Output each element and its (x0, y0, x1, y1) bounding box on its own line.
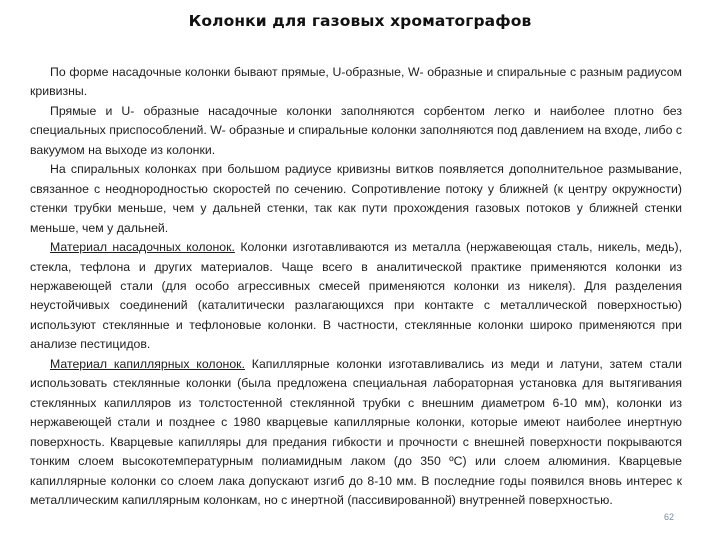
slide-title: Колонки для газовых хроматографов (188, 12, 532, 30)
paragraph-heading: Материал капиллярных колонок. (50, 356, 245, 371)
paragraph-column-shapes (30, 63, 682, 102)
page-number: 62 (664, 512, 675, 522)
body-text (30, 63, 682, 510)
paragraph-spiral-columns (30, 160, 682, 238)
paragraph-text: Колонки изготавливаются из металла (нержавеющая сталь, никель, медь), стекла, тефлона и других материалов. Чаще всего в аналитической практике применяются колонки из нержавеющей стали (для особо агрессивных смесей применяются колонки из никеля). Для разделения неустойчивых соединений (каталитически разлагающихся при контакте с металлической поверхностью) используют стеклянные и тефлоновые колонки. В частности, стеклянные колонки широко применяются при анализе пестицидов. (30, 240, 682, 352)
paragraph-capillary-material (30, 355, 682, 511)
paragraph-text: Капиллярные колонки изготавливались из меди и латуни, затем стали использовать стеклянные колонки (была предложена специальная лабораторная установка для вытягивания стеклянных капилляров из толстостенной стеклянной трубки с внешним диаметром 6-10 мм), колонки из нержавеющей стали и позднее с 1980 кварцевые капиллярные колонки, которые имеют наиболее инертную поверхность. Кварцевые капилляры для предания гибкости и прочности с внешней поверхности покрываются тонким слоем высокотемпературным полиамидным лаком (до 350 ºС) или слоем алюминия. Кварцевые капиллярные колонки со слоем лака допускают изгиб до 8-10 мм. В последние годы появился вновь интерес к металлическим капиллярным колонкам, но с инертной (пассивированной) внутренней поверхностью. (30, 356, 682, 507)
paragraph-text: По форме насадочные колонки бывают прямые, U-образные, W- образные и спиральные с разным радиусом кривизны. (30, 65, 682, 99)
paragraph-filling (30, 102, 682, 160)
paragraph-text: На спиральных колонках при большом радиусе кривизны витков появляется дополнительное размывание, связанное с неоднородностью скоростей по сечению. Сопротивление потоку у ближней (к центру окружности) стенки трубки меньше, чем у дальней стенки, так как пути прохождения газовых потоков у ближней стенки меньше, чем у дальней. (30, 162, 682, 235)
paragraph-text: Прямые и U- образные насадочные колонки заполняются сорбентом легко и наиболее плотно без специальных приспособлений. W- образные и спиральные колонки заполняются под давлением на входе, либо с вакуумом на выходе из колонки. (30, 103, 682, 157)
paragraph-packed-material (30, 238, 682, 355)
paragraph-heading: Материал насадочных колонок. (50, 240, 235, 255)
